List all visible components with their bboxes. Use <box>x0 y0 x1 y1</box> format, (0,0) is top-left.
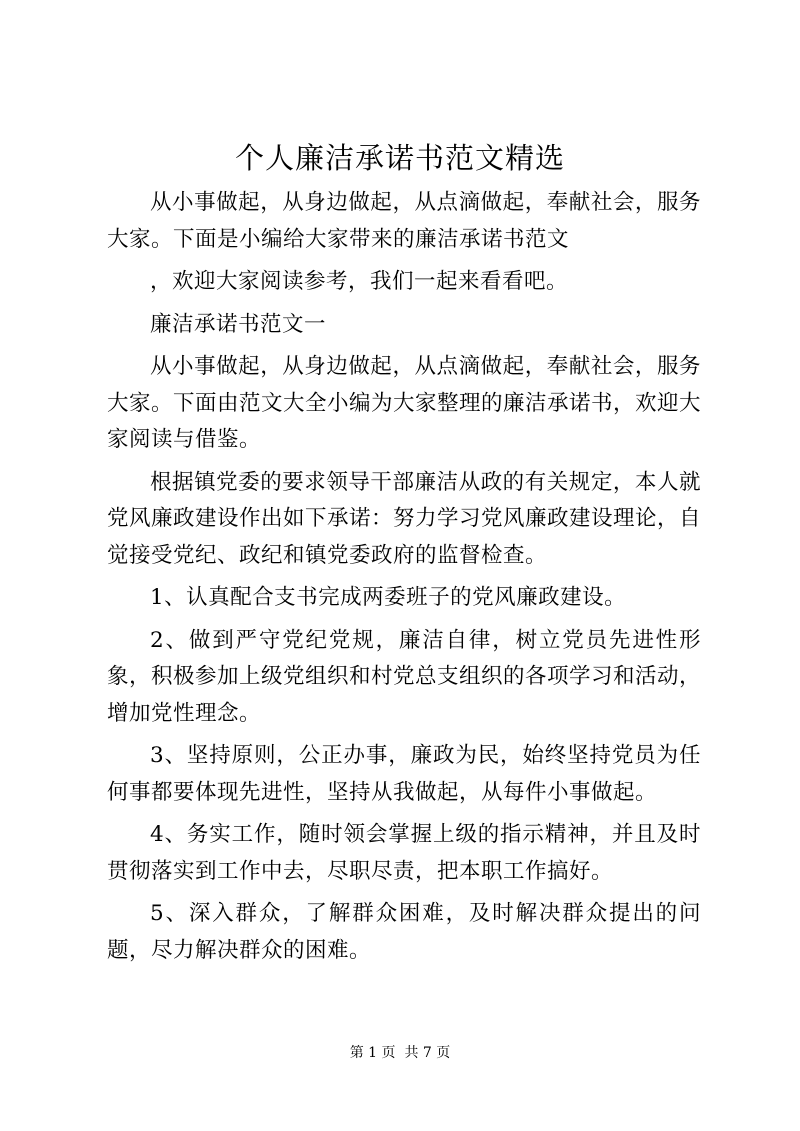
paragraph-section-intro: 从小事做起，从身边做起，从点滴做起，奉献社会，服务大家。下面由范文大全小编为大家整理的廉洁承诺书，欢迎大家阅读与借鉴。 <box>107 354 702 452</box>
page-footer <box>0 1043 800 1063</box>
list-item-2: 2、做到严守党纪党规，廉洁自律，树立党员先进性形象，积极参加上级党组织和村党总支组织的各项学习和活动，增加党性理念。 <box>107 627 702 726</box>
paragraph-commitment: 根据镇党委的要求领导干部廉洁从政的有关规定，本人就党风廉政建设作出如下承诺：努力学习党风廉政建设理论，自觉接受党纪、政纪和镇党委政府的监督检查。 <box>107 469 702 568</box>
document-body <box>107 185 701 969</box>
document-title: 个人廉洁承诺书范文精选 <box>234 141 565 175</box>
list-item-5: 5、深入群众，了解群众困难，及时解决群众提出的问题，尽力解决群众的困难。 <box>107 901 701 963</box>
list-item-3: 3、坚持原则，公正办事，廉政为民，始终坚持党员为任何事都要体现先进性，坚持从我做起，从每件小事做起。 <box>107 743 701 805</box>
list-item-1: 1、认真配合支书完成两委班子的党风廉政建设。 <box>150 585 627 610</box>
section-heading: 廉洁承诺书范文一 <box>150 311 327 337</box>
paragraph-intro: 从小事做起，从身边做起，从点滴做起，奉献社会，服务大家。下面是小编给大家带来的廉洁承诺书范文 <box>107 190 701 252</box>
paragraph-intro-continued: ，欢迎大家阅读参考，我们一起来看看吧。 <box>150 269 569 294</box>
list-item-4: 4、务实工作，随时领会掌握上级的指示精神，并且及时贯彻落实到工作中去，尽职尽责，把本职工作搞好。 <box>107 822 701 884</box>
page-number: 第 1 页 共 7 页 <box>349 1045 451 1061</box>
